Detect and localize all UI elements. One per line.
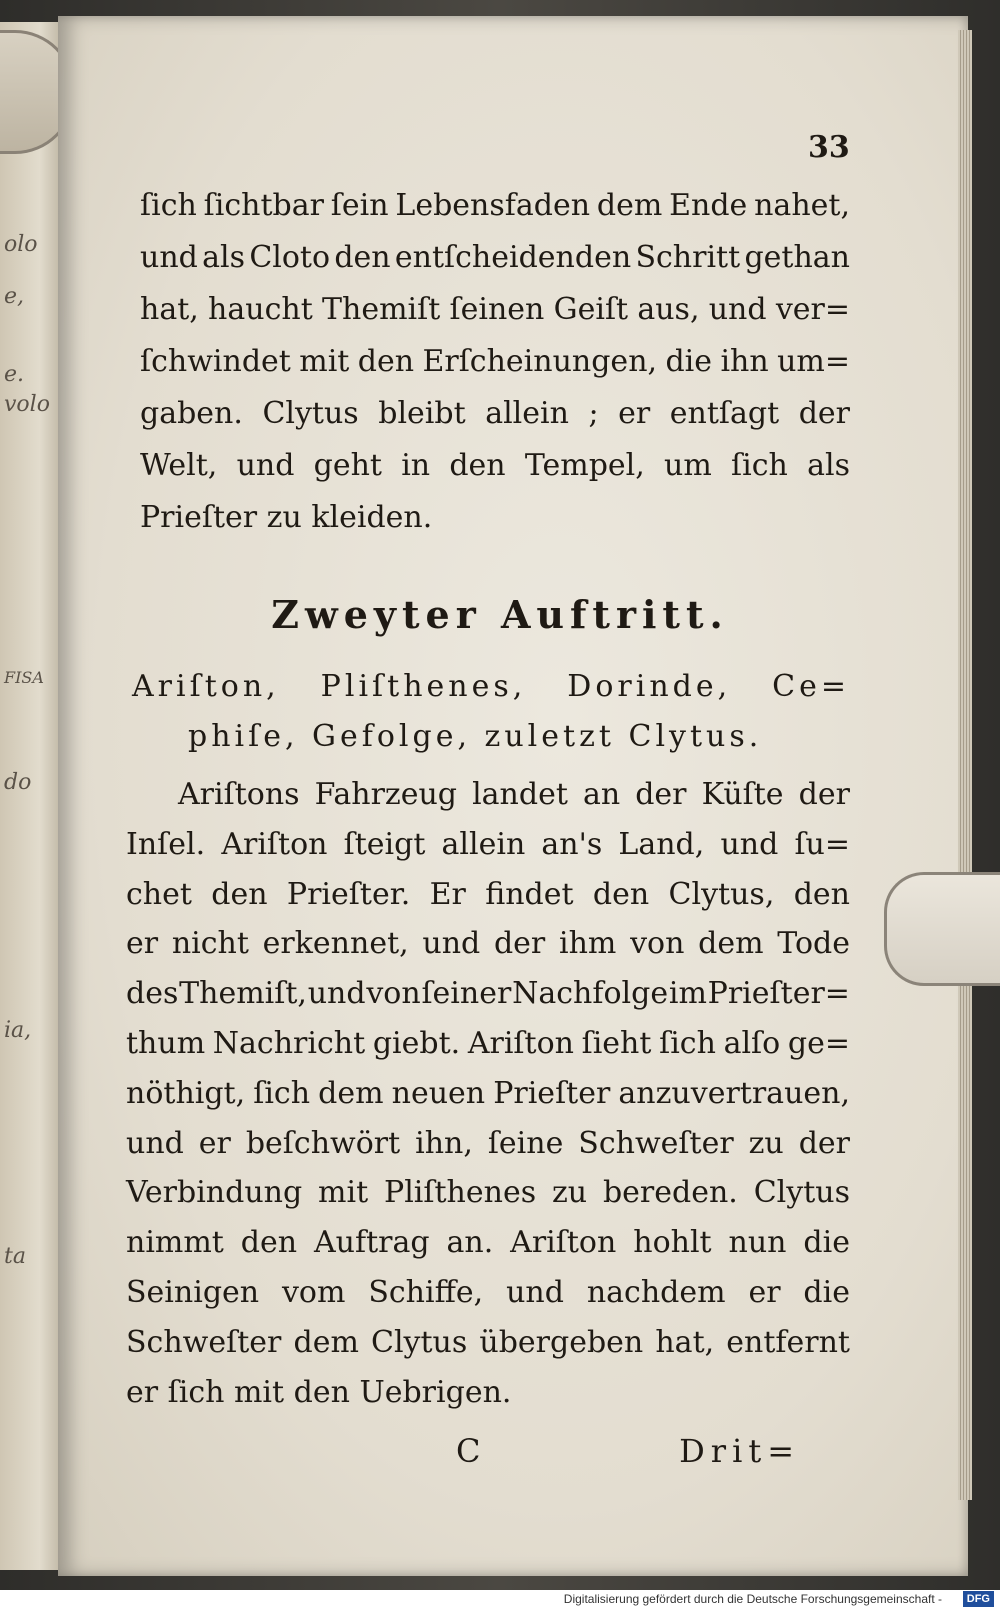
word: Prieſter. [286, 876, 411, 912]
word: landet [472, 777, 568, 812]
word: gaben. [140, 396, 243, 431]
word: die [803, 1274, 850, 1310]
margin-fragment: FISA [4, 668, 44, 687]
word: ; [588, 396, 599, 431]
word: nimmt [126, 1225, 224, 1261]
word: dem [293, 1324, 359, 1360]
word: ſeiner [421, 976, 512, 1012]
word: Lebensfaden [395, 188, 591, 223]
word: und [140, 240, 198, 275]
word: Ariſtons [178, 777, 300, 812]
word: von [630, 926, 685, 962]
word: Auftrag [314, 1225, 430, 1261]
word: die [665, 344, 713, 379]
word: den [357, 344, 415, 379]
word: Clytus, [668, 876, 775, 912]
word: die [803, 1225, 850, 1261]
page-footer-marks [440, 1432, 800, 1470]
word: Ariſton [467, 1025, 574, 1061]
word: allein [485, 396, 569, 431]
word: und [126, 1125, 184, 1161]
word: findet [485, 876, 574, 912]
word: Inſel. [126, 826, 206, 862]
word: ſieht [581, 1025, 652, 1061]
word: Verbindung [126, 1175, 303, 1211]
word: und [708, 292, 767, 327]
word: Erſcheinungen, [422, 344, 658, 379]
text-line [126, 820, 850, 870]
word: mit [299, 344, 350, 379]
word: als [202, 240, 246, 275]
word: dem [596, 188, 663, 223]
word: entſcheidenden [394, 240, 632, 275]
word: bereden. [602, 1175, 738, 1211]
word: nun [728, 1225, 787, 1261]
word: neuen [391, 1075, 486, 1111]
margin-fragment: ta [4, 1244, 26, 1269]
catchword: Drit= [679, 1432, 800, 1470]
word: ver= [775, 292, 850, 327]
signature-mark: C [456, 1432, 481, 1470]
word: Clytus [753, 1175, 850, 1211]
word: er [126, 926, 159, 962]
word: Land, [618, 826, 705, 862]
word: den [793, 876, 850, 912]
word: Schweſter [578, 1125, 734, 1161]
word: ſich [140, 188, 197, 223]
word: Pliſthenes, [320, 669, 527, 704]
word: und [422, 926, 481, 962]
word: den [449, 448, 506, 483]
text-line [126, 919, 850, 969]
word: Nachfolge [512, 976, 669, 1012]
word: an [582, 777, 621, 812]
scene-heading: Zweyter Auftritt. [271, 592, 729, 637]
word: Prieſter zu kleiden. [140, 500, 433, 535]
margin-fragment: volo [4, 392, 50, 417]
word: hat, [655, 1324, 715, 1360]
margin-fragment: olo [4, 232, 38, 257]
word: nicht [171, 926, 249, 962]
word: geht [313, 448, 382, 483]
word: und [720, 826, 779, 862]
word: nachdem [586, 1274, 726, 1310]
word: Ariſton [221, 826, 328, 862]
word: chet [126, 876, 192, 912]
word: bleibt [378, 396, 466, 431]
word: nöthigt, [126, 1075, 246, 1111]
word: als [807, 448, 850, 483]
word: Tode [777, 926, 850, 962]
text-line [126, 969, 850, 1019]
word: und [236, 448, 295, 483]
word: um [664, 448, 712, 483]
word: Schweſter [126, 1324, 282, 1360]
text-line [126, 1268, 850, 1318]
margin-fragment: do [4, 770, 32, 795]
word: Geiſt [553, 292, 629, 327]
text-line [140, 440, 850, 492]
word: ihn, [415, 1125, 473, 1161]
word: ihm [559, 926, 617, 962]
word: mit [318, 1175, 369, 1211]
word: ſich [253, 1075, 311, 1111]
word: Tempel, [524, 448, 645, 483]
word: hat, [140, 292, 199, 327]
word: dem [318, 1075, 384, 1111]
word: Ariſton [510, 1225, 617, 1261]
word: den [211, 876, 268, 912]
word: aus, [637, 292, 700, 327]
word: Schritt [635, 240, 741, 275]
word: Küſte [701, 777, 784, 812]
text-line [140, 180, 850, 232]
text-line [126, 1318, 850, 1368]
margin-fragment: e, [4, 284, 25, 309]
word: Clytus [262, 396, 359, 431]
word: ſein [330, 188, 389, 223]
word: erkennet, [262, 926, 409, 962]
word: haucht [208, 292, 313, 327]
text-line [140, 388, 850, 440]
word: zu [551, 1175, 588, 1211]
word: Ce= [772, 669, 850, 704]
word: Seinigen [126, 1274, 260, 1310]
word: Er [429, 876, 466, 912]
word: Dorinde, [567, 669, 732, 704]
word: ſteigt [343, 826, 426, 862]
word: ſu= [794, 826, 850, 862]
text-line [140, 284, 850, 336]
word: hohlt [633, 1225, 712, 1261]
word: und [307, 976, 366, 1012]
word: den [334, 240, 391, 275]
word: ſich [731, 448, 788, 483]
word: anzuvertrauen, [618, 1075, 850, 1111]
text-line [132, 662, 850, 712]
text-line [126, 1218, 850, 1268]
word: Pliſthenes [384, 1175, 537, 1211]
word: Clytus [371, 1324, 468, 1360]
word: Themiſt, [179, 976, 307, 1012]
text-line [126, 1069, 850, 1119]
word: er [198, 1125, 231, 1161]
word: Cloto [249, 240, 331, 275]
previous-page-edge [0, 22, 66, 1570]
word: um= [777, 344, 850, 379]
word: den [592, 876, 650, 912]
word: im [668, 976, 707, 1012]
word: von [366, 976, 421, 1012]
word: ge= [787, 1025, 850, 1061]
word: alſo [723, 1025, 781, 1061]
margin-fragment: e. [4, 362, 25, 387]
word: der [798, 1125, 850, 1161]
word: Welt, [140, 448, 218, 483]
word: ihn [720, 344, 769, 379]
scene-paragraph [126, 770, 850, 1417]
dfg-logo: DFG [963, 1591, 994, 1607]
margin-fragment: ia, [4, 1018, 32, 1043]
word: übergeben [479, 1324, 644, 1360]
page-clip-tab [884, 872, 1000, 986]
word: ſich [659, 1025, 716, 1061]
word: nahet, [754, 188, 850, 223]
word: er [748, 1274, 781, 1310]
text-line [140, 232, 850, 284]
word: dem [698, 926, 764, 962]
word: an. [446, 1225, 494, 1261]
page-stack-edge [958, 30, 972, 1500]
text-line [140, 336, 850, 388]
word: Prieſter [493, 1075, 611, 1111]
word: Fahrzeug [314, 777, 458, 812]
word: er ſich mit den Uebrigen. [126, 1374, 512, 1410]
word: ſeine [487, 1125, 564, 1161]
word: giebt. [372, 1025, 461, 1061]
word: der [493, 926, 546, 962]
word: zu [748, 1125, 784, 1161]
word: phiſe, Gefolge, zuletzt Clytus. [188, 719, 763, 754]
word: und [506, 1274, 564, 1310]
word: der [798, 396, 850, 431]
word: Schiffe, [368, 1274, 484, 1310]
text-line [140, 492, 850, 544]
word: der [635, 777, 687, 812]
word: den [240, 1225, 298, 1261]
body-text [140, 180, 850, 544]
word: Ende [669, 188, 748, 223]
word: gethan [744, 240, 850, 275]
word: vom [281, 1274, 346, 1310]
text-line [132, 712, 850, 762]
word: Prieſter= [707, 976, 850, 1012]
digitization-credit: Digitalisierung gefördert durch die Deutsche Forschungsgemeinschaft - [563, 1592, 942, 1606]
word: allein [441, 826, 526, 862]
word: an's [541, 826, 603, 862]
word: entſagt [669, 396, 780, 431]
text-line [126, 870, 850, 920]
word: ſchwindet [140, 344, 291, 379]
word: ſichtbar [203, 188, 324, 223]
cast-list [132, 662, 850, 762]
word: ſeinen [449, 292, 545, 327]
text-line [126, 1168, 850, 1218]
word: entfernt [726, 1324, 850, 1360]
word: Nachricht [212, 1025, 366, 1061]
text-line [126, 1368, 850, 1418]
page-number: 33 [808, 130, 850, 165]
word: thum [126, 1025, 206, 1061]
word: beſchwört [245, 1125, 401, 1161]
text-line [126, 1119, 850, 1169]
word: des [126, 976, 179, 1012]
word: Themiſt [322, 292, 441, 327]
word: in [401, 448, 431, 483]
word: der [798, 777, 850, 812]
word: Ariſton, [132, 669, 280, 704]
text-line [126, 1019, 850, 1069]
word: er [618, 396, 651, 431]
text-line [126, 770, 850, 820]
